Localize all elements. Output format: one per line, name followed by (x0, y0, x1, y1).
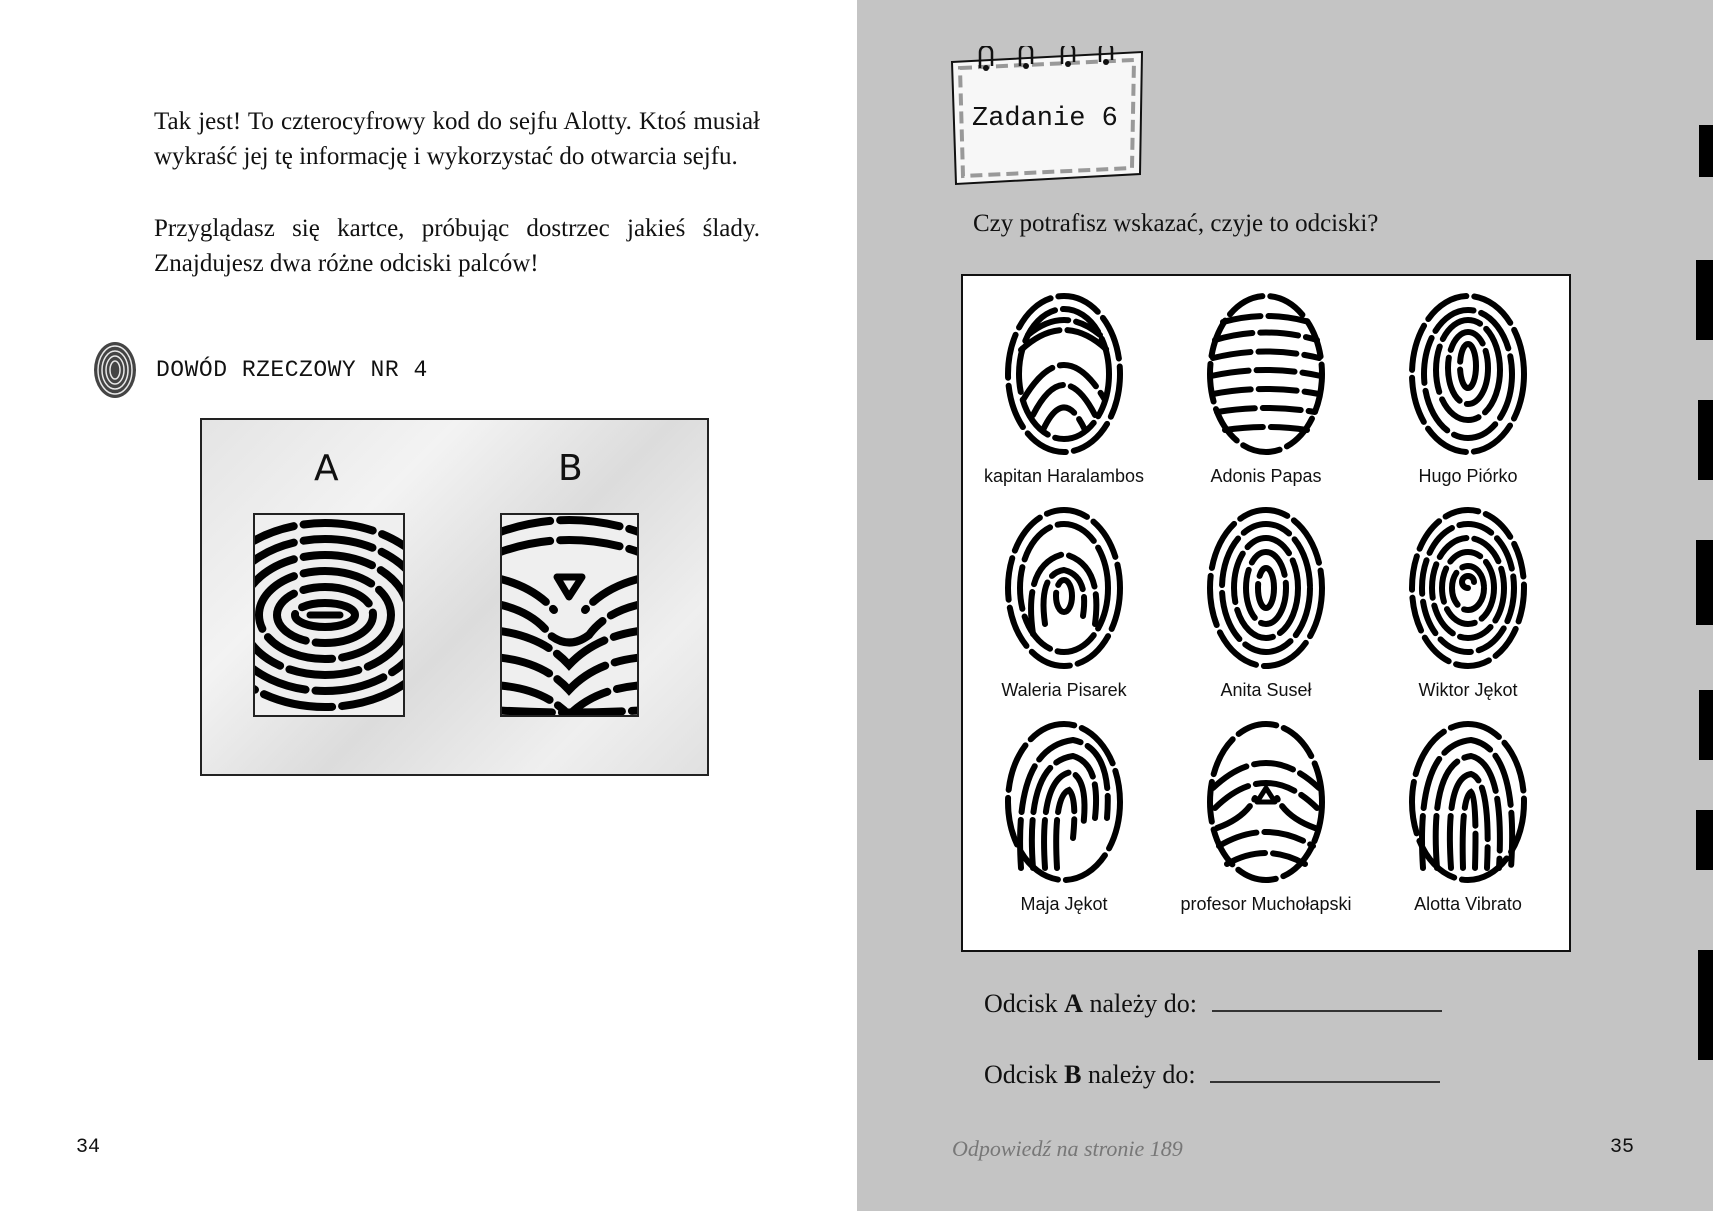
fingerprint-owner-label: profesor Muchołapski (1180, 894, 1352, 914)
evidence-photo (200, 418, 709, 776)
fingerprint-sample-b (500, 513, 639, 717)
loop-fingerprint-icon (255, 515, 403, 715)
task-title: Zadanie 6 (972, 104, 1118, 134)
fingerprint-card (1367, 290, 1569, 502)
fingerprint-owner-label: Anita Suseł (1220, 680, 1312, 700)
fingerprint-card (1165, 290, 1367, 502)
answer-b-letter: B (1064, 1060, 1082, 1089)
evidence-heading (92, 340, 428, 400)
fingerprint-card (963, 718, 1165, 930)
fingerprint-owner-label: Hugo Piórko (1418, 466, 1518, 486)
fingerprint-sample-a (253, 513, 405, 717)
fingerprint-icon (1205, 718, 1327, 886)
answer-a-prefix: Odcisk (984, 989, 1058, 1018)
task-question: Czy potrafisz wskazać, czyje to odciski? (973, 210, 1379, 237)
fingerprint-icon (1003, 504, 1125, 672)
answer-b-blank[interactable] (1210, 1059, 1440, 1083)
answer-line-a (984, 988, 1442, 1019)
fingerprint-icon (1407, 504, 1529, 672)
fingerprint-icon (1003, 290, 1125, 458)
decorative-edge-lettering (1696, 110, 1713, 1060)
evidence-title: DOWÓD RZECZOWY NR 4 (156, 357, 428, 383)
delta-fingerprint-icon (502, 515, 637, 715)
paragraph-clues: Przyglądasz się kartce, próbując dostrzec jakieś ślady. Znajdujesz dwa różne odciski palców! (154, 215, 760, 277)
fingerprint-card (963, 504, 1165, 716)
fingerprint-icon (1205, 290, 1327, 458)
fingerprint-icon (1003, 718, 1125, 886)
fingerprint-card (1165, 718, 1367, 930)
fingerprint-owner-label: Alotta Vibrato (1414, 894, 1522, 914)
fingerprint-icon (1205, 504, 1327, 672)
fingerprint-owner-label: Waleria Pisarek (1001, 680, 1127, 700)
fingerprint-card (1367, 504, 1569, 716)
fingerprint-card (963, 290, 1165, 502)
fingerprint-owner-label: kapitan Haralambos (983, 466, 1145, 486)
answer-a-blank[interactable] (1212, 988, 1442, 1012)
page-number-left: 34 (76, 1136, 101, 1159)
fingerprint-icon (92, 340, 138, 400)
fingerprint-owner-label: Wiktor Jękot (1418, 680, 1518, 700)
page-number-right: 35 (1610, 1136, 1635, 1159)
fingerprint-icon (1407, 290, 1529, 458)
answer-a-letter: A (1064, 989, 1083, 1018)
answer-b-prefix: Odcisk (984, 1060, 1058, 1089)
fingerprint-card (1165, 504, 1367, 716)
fingerprint-grid (961, 274, 1571, 952)
answer-reference: Odpowiedź na stronie 189 (952, 1136, 1183, 1161)
answer-line-b (984, 1059, 1440, 1090)
fingerprint-owner-label: Adonis Papas (1210, 466, 1322, 486)
fingerprint-icon (1407, 718, 1529, 886)
answer-b-suffix: należy do: (1088, 1060, 1196, 1089)
fingerprint-card (1367, 718, 1569, 930)
sample-b-label: B (558, 448, 583, 489)
answer-a-suffix: należy do: (1089, 989, 1198, 1018)
paragraph-code: Tak jest! To czterocyfrowy kod do sejfu Alotty. Ktoś musiał wykraść jej tę informację i wykorzystać do otwarcia sejfu. (154, 108, 760, 170)
sample-a-label: A (314, 448, 339, 489)
fingerprint-owner-label: Maja Jękot (1020, 894, 1108, 914)
